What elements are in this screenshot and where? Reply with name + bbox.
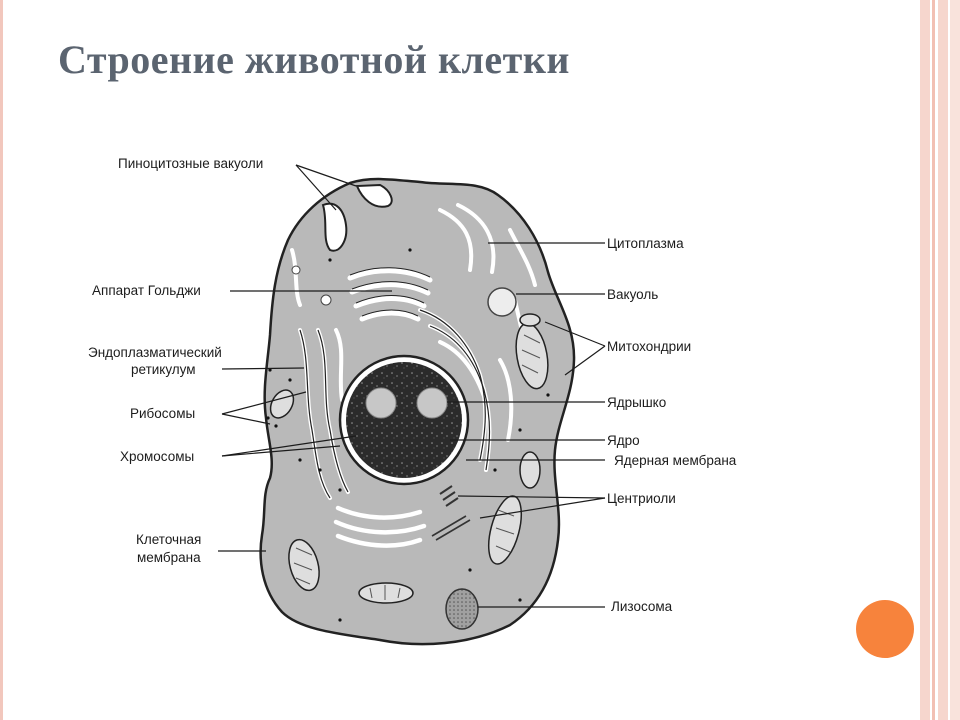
nucleolus (366, 388, 396, 418)
small-vesicle (321, 295, 331, 305)
label-nuclear-membrane: Ядерная мембрана (614, 453, 737, 468)
label-er-line1: Эндоплазматический (88, 345, 222, 360)
label-golgi: Аппарат Гольджи (92, 283, 201, 298)
label-er-line2: ретикулум (131, 362, 196, 377)
label-ribosomes: Рибосомы (130, 406, 196, 421)
orange-circle-icon (856, 600, 914, 658)
label-membrane-line1: Клеточная (136, 532, 202, 547)
slide-title: Строение животной клетки (58, 37, 570, 82)
mitochondrion (520, 314, 540, 326)
vacuole (488, 288, 516, 316)
label-chromosomes: Хромосомы (120, 449, 195, 464)
small-vesicle (292, 266, 300, 274)
label-lysosome: Лизосома (611, 599, 673, 614)
nucleus (346, 362, 462, 478)
label-membrane-line2: мембрана (137, 550, 201, 565)
label-vacuole: Вакуоль (607, 287, 659, 302)
lysosome (446, 589, 478, 629)
nucleolus (417, 388, 447, 418)
label-nucleus: Ядро (607, 433, 640, 448)
label-nucleolus: Ядрышко (607, 395, 667, 410)
mitochondrion (359, 583, 413, 603)
label-mitochondria: Митохондрии (607, 339, 692, 354)
mitochondrion (520, 452, 540, 488)
label-pinocytic-vacuoles: Пиноцитозные вакуоли (118, 156, 264, 171)
label-centrioles: Центриоли (607, 491, 676, 506)
label-cytoplasm: Цитоплазма (607, 236, 684, 251)
